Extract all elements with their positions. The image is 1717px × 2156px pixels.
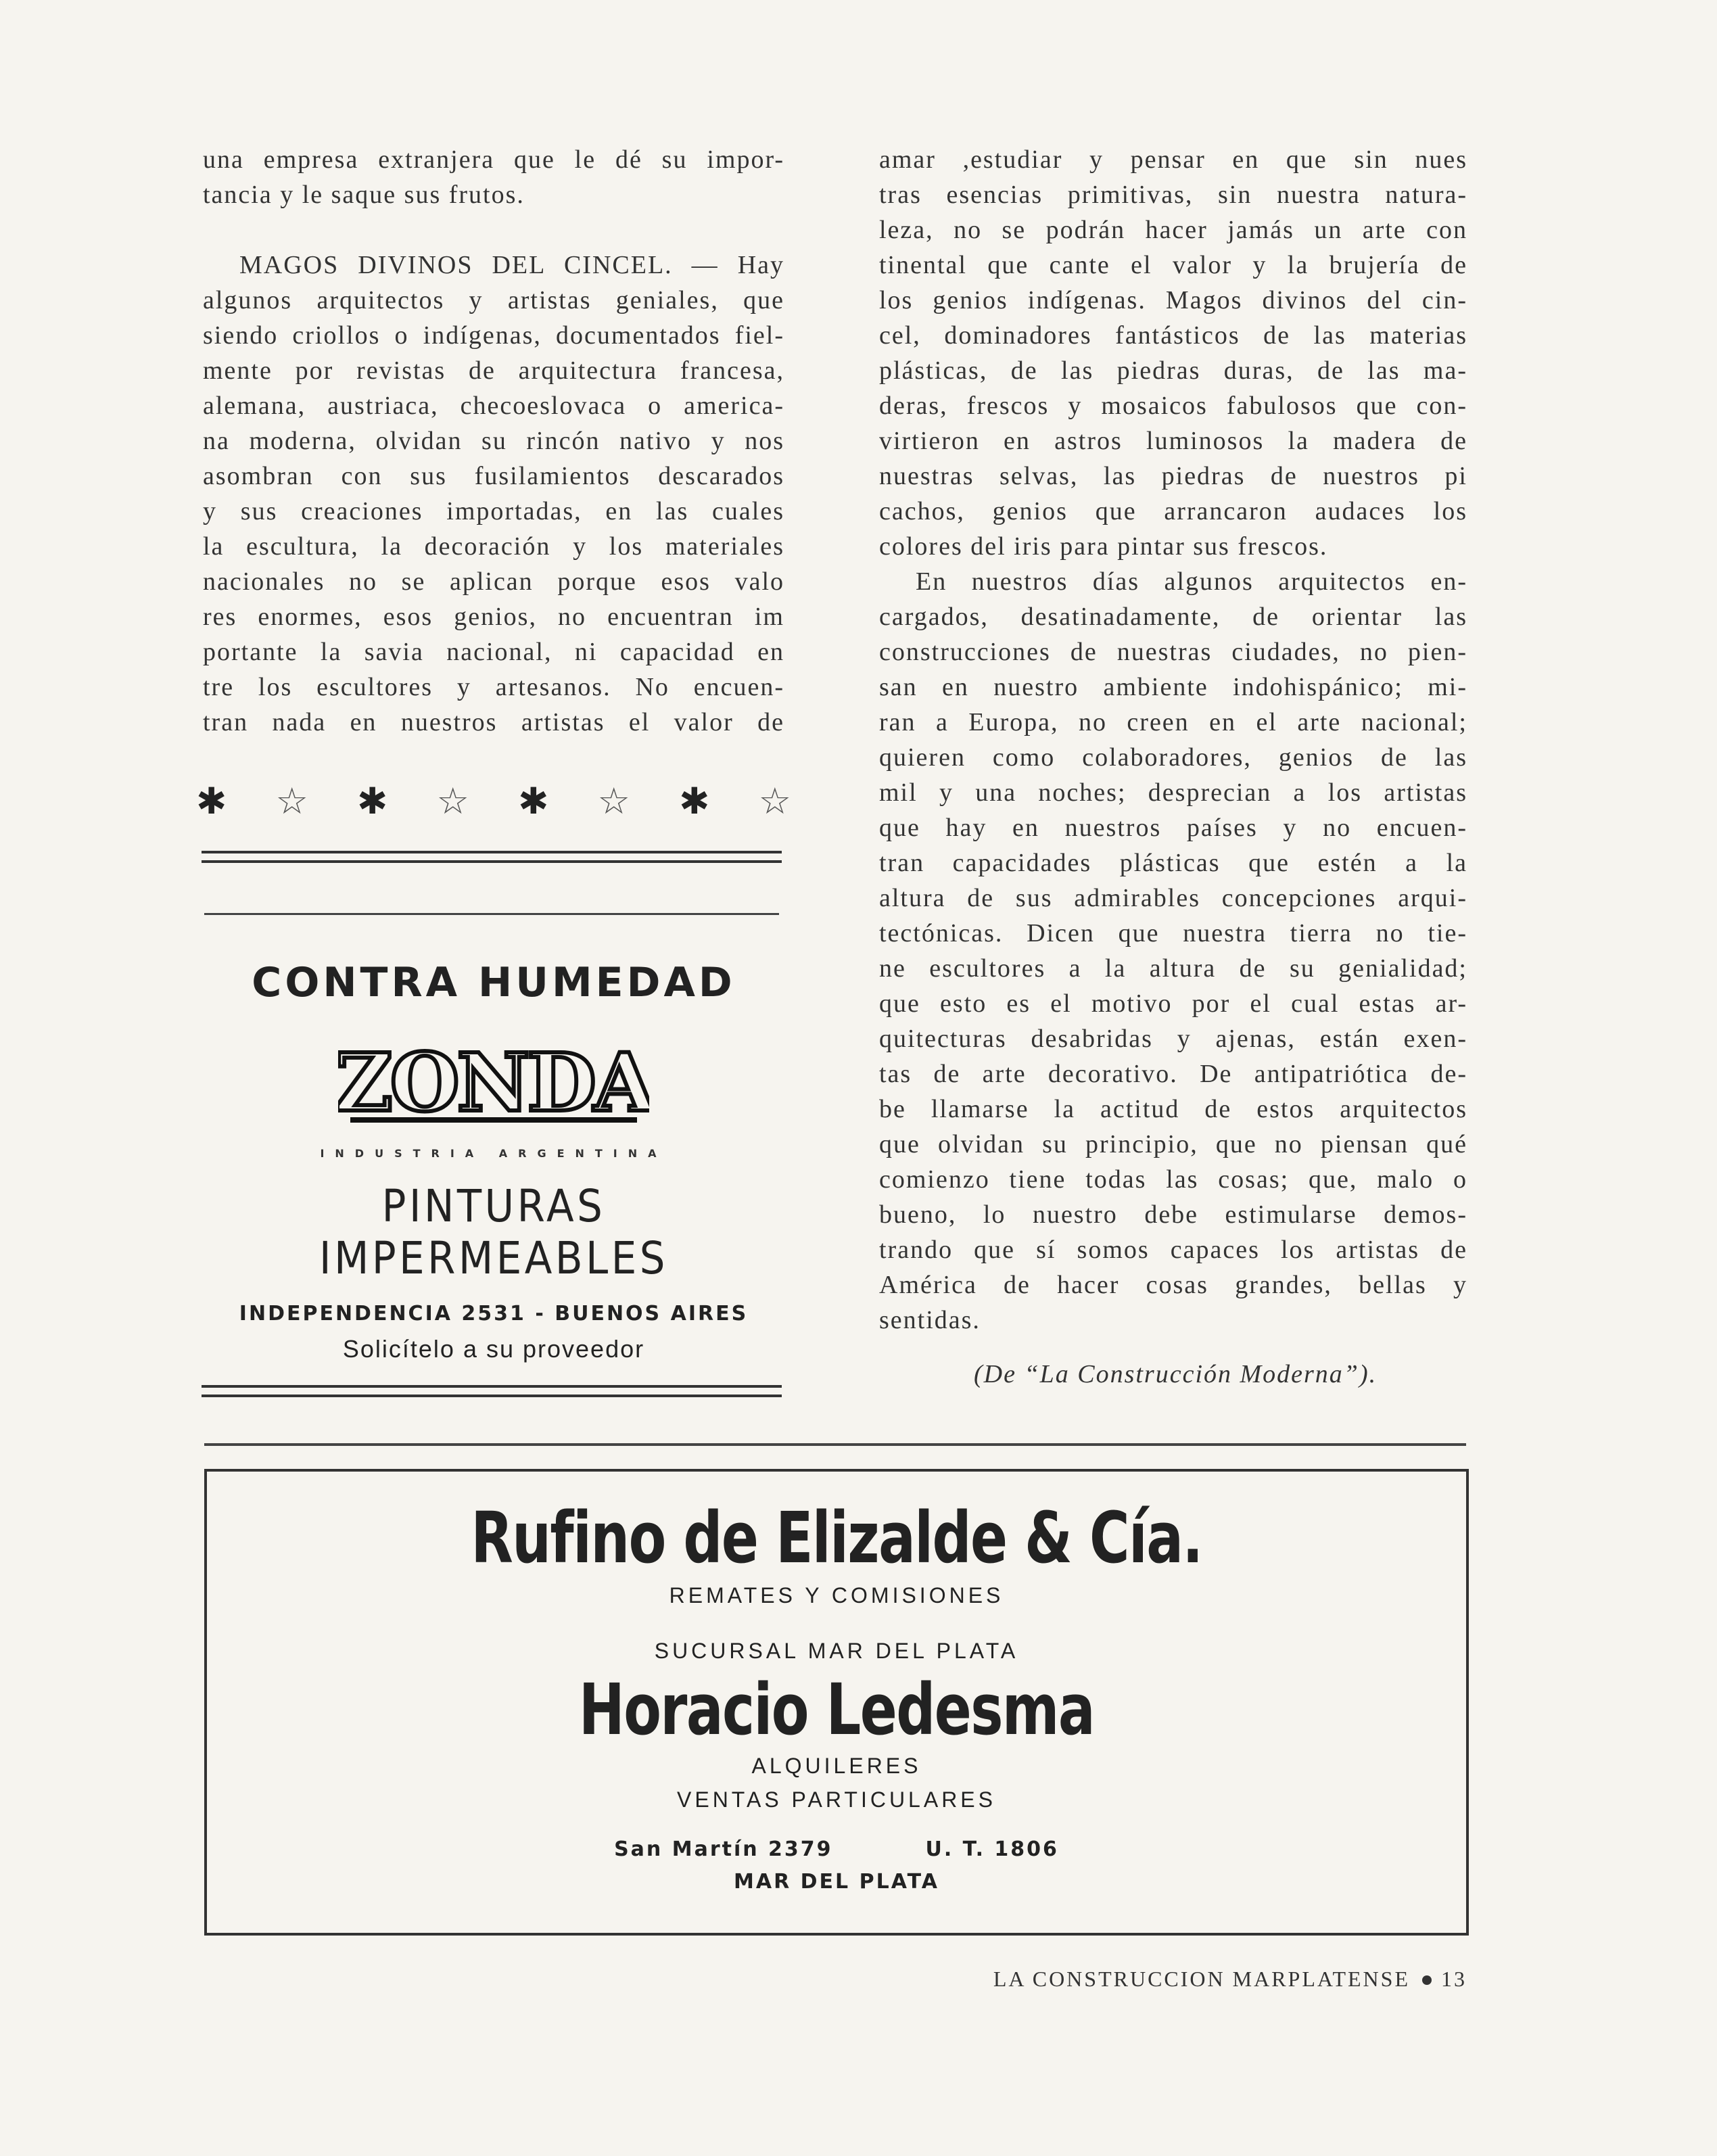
- star-outline-icon: ☆: [758, 780, 791, 822]
- text-line: ran a Europa, no creen en el arte nacional;: [879, 708, 1467, 736]
- text-line: deras, frescos y mosaicos fabulosos que con-: [879, 392, 1467, 420]
- text-line: MAGOS DIVINOS DEL CINCEL. — Hay: [239, 251, 784, 279]
- text-line: construcciones de nuestras ciudades, no pien-: [879, 638, 1467, 666]
- rufino-company-name: Rufino de Elizalde & Cía.: [471, 1497, 1202, 1579]
- left-paragraph-1: [203, 142, 784, 212]
- text-line: que esto es el motivo por el cual estas ar-: [879, 989, 1467, 1018]
- text-line: mente por revistas de arquitectura francesa,: [203, 356, 784, 385]
- text-line: tre los escultores y artesanos. No encuen-: [203, 673, 784, 701]
- bullet-icon: [1422, 1975, 1432, 1985]
- rufino-company-sub: REMATES Y COMISIONES: [669, 1583, 1004, 1608]
- text-line: tran capacidades plásticas que estén a la: [879, 849, 1467, 877]
- zonda-subtitle: INDUSTRIA ARGENTINA: [320, 1147, 667, 1160]
- text-line: altura de sus admirables concepciones arqui-: [879, 884, 1467, 912]
- rufino-branch: SUCURSAL MAR DEL PLATA: [654, 1639, 1019, 1663]
- rufino-city: MAR DEL PLATA: [734, 1870, 939, 1894]
- text-line: portante la savia nacional, ni capacidad en: [203, 638, 784, 666]
- star-outline-icon: ☆: [436, 780, 469, 822]
- text-line: quitecturas desabridas y ajenas, están exen-: [879, 1025, 1467, 1053]
- star-outline-icon: ☆: [597, 780, 630, 822]
- zonda-logo-graphic: [338, 1031, 649, 1132]
- rufino-advertisement: [204, 1469, 1469, 1936]
- text-line: res enormes, esos genios, no encuentran im: [203, 603, 784, 631]
- double-rule: [202, 1385, 782, 1397]
- text-line: tas de arte decorativo. De antipatriótica de-: [879, 1060, 1467, 1088]
- right-paragraph-1: [879, 142, 1467, 564]
- text-line: virtieron en astros luminosos la madera de: [879, 427, 1467, 455]
- zonda-advertisement: [203, 927, 784, 1363]
- text-line: trando que sí somos capaces los artistas de: [879, 1236, 1467, 1264]
- text-line: alemana, austriaca, checoeslovaca o america-: [203, 392, 784, 420]
- text-line: sentidas.: [879, 1306, 981, 1334]
- rufino-contact-line: [207, 1834, 1466, 1865]
- text-line: bueno, lo nuestro debe estimularse demos-: [879, 1200, 1467, 1229]
- text-line: siendo criollos o indígenas, documentados fiel-: [203, 321, 784, 350]
- publication-name: LA CONSTRUCCION MARPLATENSE: [993, 1967, 1410, 1991]
- article-attribution: (De “La Construcción Moderna”).: [974, 1360, 1378, 1388]
- rufino-agent-name: Horacio Ledesma: [578, 1668, 1095, 1751]
- text-line: leza, no se podrán hacer jamás un arte con: [879, 216, 1467, 244]
- text-line: san en nuestro ambiente indohispánico; mi-: [879, 673, 1467, 701]
- rufino-phone: U. T. 1806: [925, 1837, 1059, 1861]
- star-divider: [196, 781, 791, 822]
- zonda-address: INDEPENDENCIA 2531 - BUENOS AIRES: [239, 1302, 749, 1326]
- section-rule: [204, 1443, 1466, 1446]
- text-line: tras esencias primitivas, sin nuestra natura-: [879, 181, 1467, 209]
- text-line: asombran con sus fusilamientos descarados: [203, 462, 784, 490]
- star-filled-icon: ✱: [679, 780, 710, 822]
- rufino-street: San Martín 2379: [614, 1837, 833, 1861]
- text-line: ne escultores a la altura de su genialidad;: [879, 954, 1467, 983]
- text-line: los genios indígenas. Magos divinos del cin-: [879, 286, 1467, 314]
- text-line: quieren como colaboradores, genios de las: [879, 743, 1467, 772]
- left-article-column: [203, 142, 784, 740]
- text-line: cachos, genios que arrancaron audaces los: [879, 497, 1467, 525]
- text-line: la escultura, la decoración y los materiales: [203, 532, 784, 561]
- double-rule: [202, 851, 782, 863]
- rufino-service-2: VENTAS PARTICULARES: [677, 1787, 996, 1812]
- right-article-column: [879, 142, 1467, 1338]
- text-line: En nuestros días algunos arquitectos en-: [916, 567, 1467, 596]
- zonda-headline: CONTRA HUMEDAD: [252, 959, 736, 1006]
- thin-rule: [204, 913, 779, 915]
- zonda-call-to-action: Solicítelo a su proveedor: [342, 1335, 645, 1363]
- zonda-brand-text: ZONDA: [338, 1035, 649, 1129]
- text-line: nacionales no se aplican porque esos valo: [203, 567, 784, 596]
- text-line: cel, dominadores fantásticos de las materias: [879, 321, 1467, 350]
- star-filled-icon: ✱: [196, 780, 227, 822]
- rufino-service-1: ALQUILERES: [751, 1754, 922, 1778]
- page-number: 13: [1441, 1967, 1467, 1991]
- text-line: que olvidan su principio, que no piensan qué: [879, 1130, 1467, 1158]
- text-line: na moderna, olvidan su rincón nativo y nos: [203, 427, 784, 455]
- star-filled-icon: ✱: [357, 780, 388, 822]
- text-line: colores del iris para pintar sus frescos.: [879, 532, 1328, 561]
- text-line: nuestras selvas, las piedras de nuestros pi: [879, 462, 1467, 490]
- text-line: amar ,estudiar y pensar en que sin nues: [879, 145, 1467, 174]
- text-line: be llamarse la actitud de estos arquitectos: [879, 1095, 1467, 1123]
- text-line: tectónicas. Dicen que nuestra tierra no tie-: [879, 919, 1467, 947]
- text-line: tancia y le saque sus frutos.: [203, 181, 525, 209]
- left-paragraph-2: [203, 248, 784, 740]
- star-filled-icon: ✱: [518, 780, 549, 822]
- page-footer: [993, 1967, 1467, 1992]
- text-line: plásticas, de las piedras duras, de las ma-: [879, 356, 1467, 385]
- zonda-product: PINTURAS IMPERMEABLES: [319, 1180, 668, 1284]
- text-line: comienzo tiene todas las cosas; que, malo o: [879, 1165, 1467, 1194]
- text-line: tinental que cante el valor y la brujería de: [879, 251, 1467, 279]
- star-outline-icon: ☆: [275, 780, 308, 822]
- text-line: mil y una noches; desprecian a los artistas: [879, 778, 1467, 807]
- text-line: América de hacer cosas grandes, bellas y: [879, 1271, 1467, 1299]
- text-line: cargados, desatinadamente, de orientar las: [879, 603, 1467, 631]
- zonda-logo: [338, 1031, 649, 1132]
- right-paragraph-2: [879, 564, 1467, 1338]
- text-line: que hay en nuestros países y no encuen-: [879, 814, 1467, 842]
- text-line: y sus creaciones importadas, en las cuales: [203, 497, 784, 525]
- text-line: una empresa extranjera que le dé su impor-: [203, 145, 784, 174]
- text-line: tran nada en nuestros artistas el valor de: [203, 708, 784, 736]
- text-line: algunos arquitectos y artistas geniales, que: [203, 286, 784, 314]
